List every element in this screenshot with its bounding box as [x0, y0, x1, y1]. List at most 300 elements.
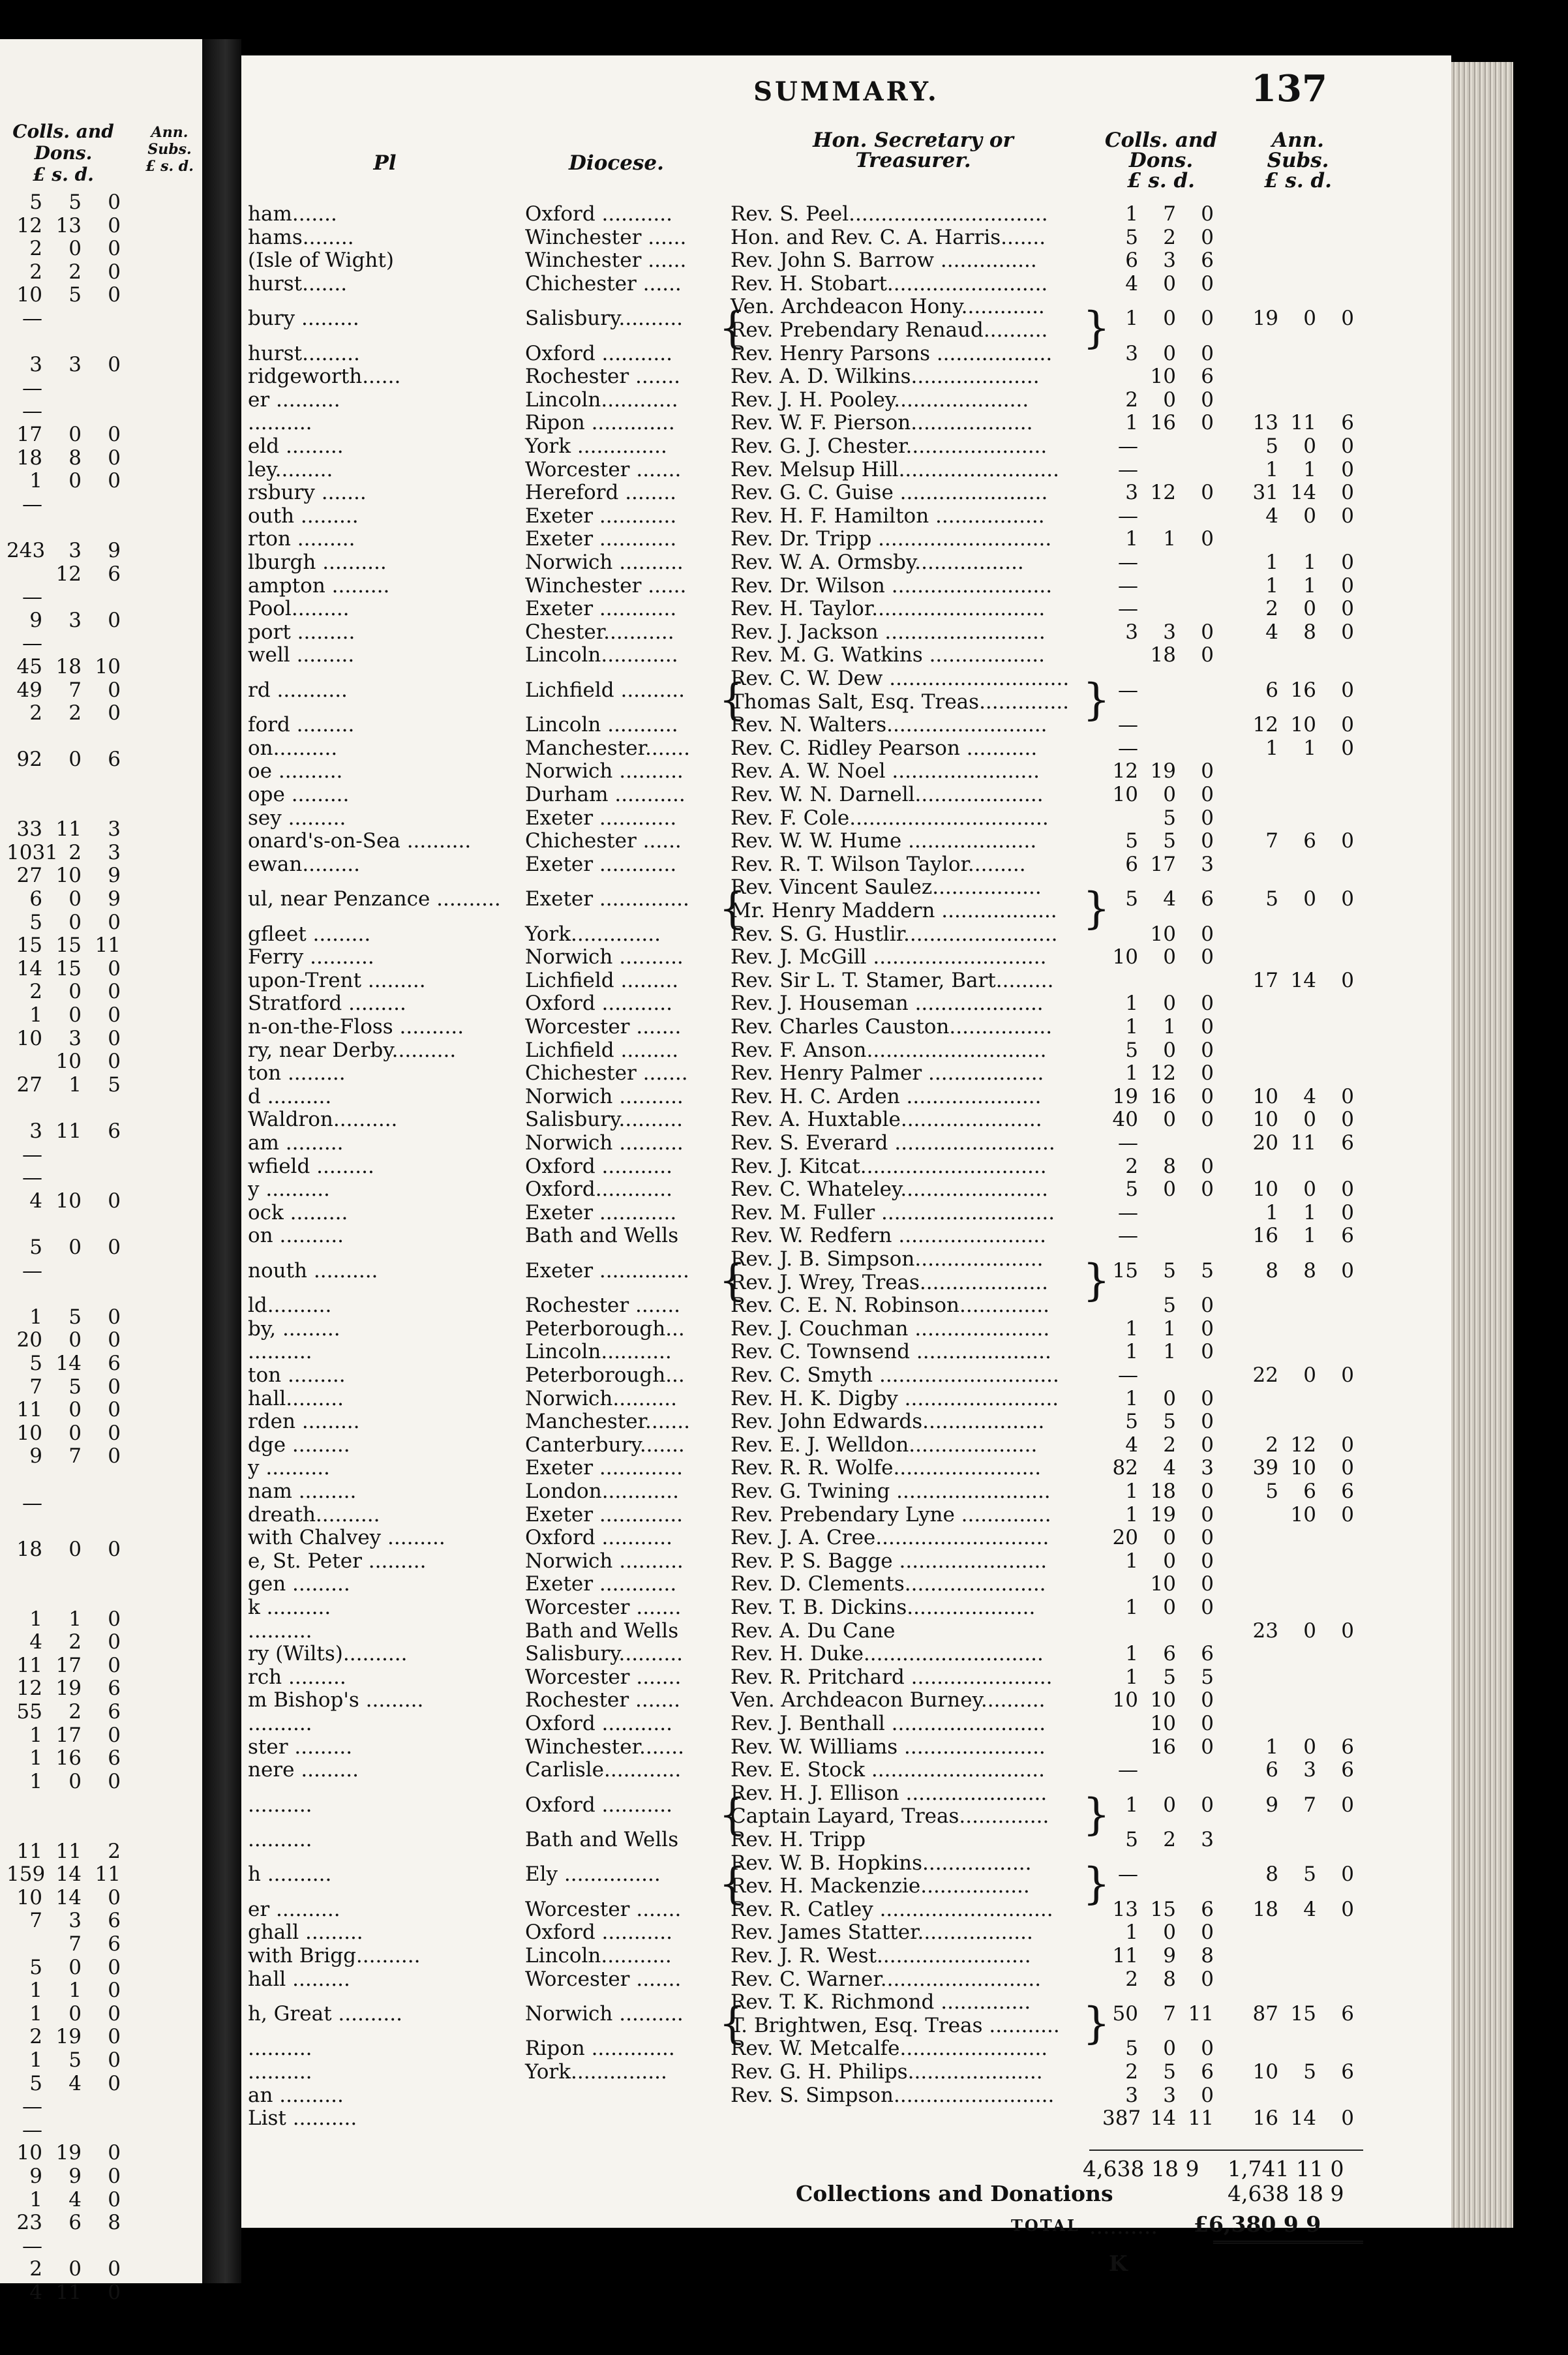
- secretary-cell: Rev. S. G. Hustlir........................: [731, 922, 1058, 946]
- ann-shillings: 0: [1303, 1618, 1316, 1643]
- colls-shillings: 3: [1163, 620, 1176, 644]
- table-row: [241, 713, 1451, 736]
- place-cell: ewan.........: [248, 852, 361, 876]
- left-page-row: [0, 701, 202, 724]
- colls-shillings: 12: [1150, 1061, 1176, 1086]
- colls-pounds: 5: [1125, 1178, 1138, 1202]
- colls-pence: 6: [1201, 365, 1214, 389]
- colls-pence: 0: [1201, 1316, 1214, 1341]
- left-pence: 8: [108, 2211, 121, 2235]
- secretary-cell: Rev. J. Houseman ....................: [731, 992, 1044, 1016]
- left-page-row: [0, 1375, 202, 1398]
- left-pounds: 1: [29, 1305, 42, 1329]
- col-head-ann: Ann. Subs. £ s. d.: [1264, 129, 1332, 192]
- secretary-cell: Rev. T. B. Dickins....................: [731, 1596, 1036, 1619]
- left-page-row: [0, 1468, 202, 1491]
- ann-shillings: 10: [1290, 1502, 1316, 1527]
- brace-close: }: [1083, 1859, 1110, 1909]
- table-row: [241, 2084, 1451, 2106]
- page-title: SUMMARY.: [753, 76, 939, 107]
- place-cell: port .........: [248, 620, 355, 644]
- diocese-cell: Norwich ..........: [525, 551, 684, 574]
- colls-pounds: —: [1118, 1862, 1138, 1887]
- colls-shillings: 12: [1150, 481, 1176, 505]
- colls-shillings: 10: [1150, 1712, 1176, 1735]
- treasurer-cell: Rev. Prebendary Renaud..........: [731, 318, 1048, 342]
- left-shillings: 3: [68, 539, 82, 562]
- diocese-cell: Exeter ............: [525, 504, 677, 528]
- left-shillings: 2: [68, 1700, 82, 1724]
- place-cell: ld..........: [248, 1294, 332, 1318]
- ann-pence: 0: [1341, 551, 1354, 574]
- secretary-cell: Rev. Vincent Saulez.................: [731, 875, 1042, 900]
- colls-pence: 0: [1201, 341, 1214, 365]
- table-row: [241, 1155, 1451, 1178]
- brace-close: }: [1083, 1789, 1110, 1840]
- ann-shillings: 3: [1303, 1758, 1316, 1782]
- ann-pence: 0: [1341, 457, 1354, 481]
- colls-shillings: 0: [1163, 783, 1176, 806]
- left-page-row: [0, 1654, 202, 1677]
- ann-pounds: 10: [1252, 1084, 1278, 1108]
- colls-pounds: —: [1118, 1758, 1138, 1782]
- colls-shillings: 7: [1163, 2002, 1176, 2026]
- colls-shillings: 19: [1150, 1502, 1176, 1527]
- secretary-cell: Rev. Dr. Tripp ...........................: [731, 527, 1052, 551]
- treasurer-cell: Mr. Henry Maddern ..................: [731, 898, 1057, 922]
- place-cell: y ..........: [248, 1178, 330, 1202]
- left-page-row: [0, 214, 202, 237]
- colls-pounds: —: [1118, 434, 1138, 458]
- place-cell: ..........: [248, 1793, 312, 1817]
- left-shillings: 2: [68, 840, 82, 864]
- treasurer-cell: T. Brightwen, Esq. Treas ...........: [731, 2013, 1060, 2037]
- table-row: [241, 1433, 1451, 1456]
- left-page-row: [0, 330, 202, 353]
- left-pence: 0: [108, 1769, 121, 1793]
- left-pounds: —: [22, 585, 42, 609]
- colls-pence: 0: [1201, 759, 1214, 783]
- left-page-row: [0, 399, 202, 422]
- secretary-cell: Rev. R. T. Wilson Taylor.........: [731, 852, 1026, 876]
- table-row: [241, 737, 1451, 759]
- colls-pounds: 1: [1125, 1502, 1138, 1527]
- left-shillings: 0: [68, 1003, 82, 1027]
- place-cell: on..........: [248, 736, 338, 760]
- ann-shillings: 4: [1303, 1084, 1316, 1108]
- treasurer-cell: Rev. J. Wrey, Treas....................: [731, 1270, 1049, 1294]
- left-pounds: 15: [16, 934, 42, 958]
- left-pounds: 33: [16, 817, 42, 842]
- left-pounds: 1: [29, 2001, 42, 2026]
- diocese-cell: Worcester .......: [525, 1967, 682, 1991]
- secretary-cell: Rev. N. Walters.........................: [731, 713, 1048, 737]
- place-cell: bury .........: [248, 307, 359, 331]
- diocese-cell: Worcester .......: [525, 1665, 682, 1689]
- diocese-cell: Exeter ............: [525, 1200, 677, 1224]
- ann-pounds: 13: [1252, 411, 1278, 435]
- colls-pence: 0: [1201, 1294, 1214, 1318]
- left-page-row: [0, 2188, 202, 2211]
- table-row: [241, 1828, 1451, 1851]
- colls-pence: 0: [1201, 1502, 1214, 1527]
- left-page-row: [0, 1630, 202, 1653]
- diocese-cell: Winchester ......: [525, 249, 687, 273]
- diocese-cell: Salisbury..........: [525, 1108, 684, 1132]
- left-shillings: 7: [68, 1444, 82, 1468]
- colls-shillings: 4: [1163, 1456, 1176, 1480]
- brace-open: {: [719, 303, 746, 354]
- left-shillings: 11: [55, 817, 82, 842]
- secretary-cell: Rev. G. C. Guise .......................: [731, 481, 1048, 505]
- page-number: 137: [1251, 67, 1327, 110]
- place-cell: er ..........: [248, 1897, 340, 1921]
- colls-pounds: 11: [1112, 1944, 1138, 1968]
- place-cell: sey .........: [248, 806, 346, 830]
- secretary-cell: Rev. A. D. Wilkins....................: [731, 365, 1040, 389]
- left-pounds: 2: [29, 2257, 42, 2281]
- colls-pence: 6: [1201, 249, 1214, 273]
- ann-pence: 0: [1341, 1897, 1354, 1921]
- left-shillings: 1: [68, 1979, 82, 2003]
- secretary-cell: Rev. M. G. Watkins ..................: [731, 643, 1045, 667]
- colls-shillings: 16: [1150, 1735, 1176, 1759]
- colls-shillings: 5: [1163, 1294, 1176, 1318]
- grand-total-dots: ..........: [1089, 2213, 1158, 2239]
- left-page-row: [0, 1724, 202, 1746]
- colls-pounds: 12: [1112, 759, 1138, 783]
- colls-shillings: 1: [1163, 527, 1176, 551]
- left-page-row: [0, 1096, 202, 1119]
- diocese-cell: York..............: [525, 922, 661, 946]
- secretary-cell: Rev. J. R. West........................: [731, 1944, 1031, 1968]
- ann-pounds: 7: [1265, 829, 1278, 853]
- left-pounds: 2: [29, 2025, 42, 2049]
- colls-pounds: 5: [1125, 225, 1138, 249]
- table-row: [241, 1387, 1451, 1410]
- colls-total: 4,638 18 9: [1083, 2156, 1199, 2181]
- table-row: [241, 1131, 1451, 1154]
- colls-pounds: 15: [1112, 1258, 1138, 1283]
- place-cell: dreath..........: [248, 1502, 380, 1527]
- place-cell: dge .........: [248, 1433, 350, 1457]
- colls-pounds: 5: [1125, 1410, 1138, 1434]
- secretary-cell: Rev. J. A. Cree...........................: [731, 1526, 1049, 1550]
- colls-shillings: 0: [1163, 1526, 1176, 1550]
- left-page-row: [0, 283, 202, 306]
- colls-pence: 0: [1201, 2083, 1214, 2107]
- left-pounds: 10: [16, 1026, 42, 1050]
- secretary-cell: Rev. D. Clements......................: [731, 1572, 1046, 1596]
- left-col1-head: Colls. and Dons. £ s. d.: [12, 121, 114, 185]
- brace-open: {: [719, 1859, 746, 1909]
- ann-pounds: 17: [1252, 968, 1278, 992]
- left-pounds: 2: [29, 237, 42, 261]
- ann-shillings: 16: [1290, 678, 1316, 702]
- ann-pounds: 1: [1265, 457, 1278, 481]
- table-row: [241, 1526, 1451, 1549]
- left-pounds: 3: [29, 1119, 42, 1143]
- colls-shillings: 3: [1163, 2083, 1176, 2107]
- left-pounds: 10: [16, 1885, 42, 1909]
- place-cell: gfleet .........: [248, 922, 371, 946]
- left-page-row: [0, 1886, 202, 1909]
- left-page-row: [0, 446, 202, 469]
- ann-shillings: 15: [1290, 2002, 1316, 2026]
- left-page-row: [0, 2095, 202, 2118]
- place-cell: ..........: [248, 1340, 312, 1364]
- colls-pence: 0: [1201, 1688, 1214, 1712]
- left-pounds: 5: [29, 1236, 42, 1259]
- left-page-row: [0, 1328, 202, 1351]
- left-pounds: 11: [16, 1398, 42, 1422]
- colls-pounds: 3: [1125, 2083, 1138, 2107]
- left-page-row: [0, 841, 202, 864]
- left-pounds: —: [22, 376, 42, 400]
- left-pence: 0: [108, 283, 121, 307]
- left-page-row: [0, 1584, 202, 1607]
- secretary-cell: Rev. J. McGill ...........................: [731, 945, 1047, 969]
- place-cell: Waldron..........: [248, 1108, 398, 1132]
- ann-pounds: 9: [1265, 1793, 1278, 1817]
- colls-pounds: —: [1118, 551, 1138, 574]
- ann-pence: 6: [1341, 2060, 1354, 2084]
- colls-pounds: —: [1118, 713, 1138, 737]
- place-cell: lburgh ..........: [248, 551, 387, 574]
- left-pence: 0: [108, 1026, 121, 1050]
- table-row: [241, 2037, 1451, 2059]
- ann-pence: 6: [1341, 411, 1354, 435]
- ann-pounds: 5: [1265, 887, 1278, 911]
- left-pounds: 23: [16, 2211, 42, 2235]
- ann-shillings: 0: [1303, 434, 1316, 458]
- diocese-cell: Bath and Wells: [525, 1828, 679, 1851]
- ann-pence: 6: [1341, 2002, 1354, 2026]
- table-row: [241, 434, 1451, 457]
- left-pounds: 6: [29, 887, 42, 911]
- colls-shillings: 9: [1163, 1944, 1176, 1968]
- place-cell: ..........: [248, 1712, 312, 1735]
- ann-pounds: 20: [1252, 1131, 1278, 1155]
- diocese-cell: Lichfield ..........: [525, 678, 686, 702]
- secretary-cell: Rev. J. Jackson .........................: [731, 620, 1046, 644]
- left-page-row: [0, 469, 202, 492]
- totals-rule: [1089, 2150, 1363, 2151]
- left-pence: 0: [108, 446, 121, 470]
- place-cell: nouth ..........: [248, 1258, 378, 1283]
- colls-shillings: 7: [1163, 202, 1176, 226]
- secretary-cell: Rev. G. J. Chester......................: [731, 434, 1048, 458]
- place-cell: rsbury .......: [248, 481, 367, 505]
- left-shillings: 11: [55, 1839, 82, 1863]
- left-page-row: [0, 2281, 202, 2303]
- ann-pounds: 2: [1265, 1433, 1278, 1457]
- place-cell: ..........: [248, 2060, 312, 2084]
- place-cell: ock .........: [248, 1200, 348, 1224]
- colls-pence: 0: [1201, 481, 1214, 505]
- place-cell: d ..........: [248, 1084, 332, 1108]
- left-pence: 0: [108, 678, 121, 702]
- left-shillings: 7: [68, 678, 82, 702]
- page-edges: [1451, 62, 1513, 2228]
- book-gutter: [202, 39, 241, 2283]
- colls-pounds: 1: [1125, 1549, 1138, 1573]
- diocese-cell: Oxford ...........: [525, 1921, 672, 1945]
- place-cell: er ..........: [248, 387, 340, 412]
- colls-pounds: 4: [1125, 1433, 1138, 1457]
- ann-shillings: 1: [1303, 1224, 1316, 1248]
- colls-shillings: 5: [1163, 1665, 1176, 1689]
- secretary-cell: Rev. A. Du Cane: [731, 1618, 896, 1643]
- ann-shillings: 7: [1303, 1793, 1316, 1817]
- secretary-cell: Rev. J. H. Pooley.....................: [731, 387, 1029, 412]
- diocese-cell: Chester...........: [525, 620, 674, 644]
- place-cell: ton .........: [248, 1363, 346, 1387]
- left-pence: 0: [108, 2001, 121, 2026]
- secretary-cell: Rev. J. B. Simpson....................: [731, 1247, 1044, 1271]
- place-cell: by, .........: [248, 1316, 340, 1341]
- left-shillings: 5: [68, 1305, 82, 1329]
- colls-pounds: 5: [1125, 2037, 1138, 2061]
- left-page-row: [0, 911, 202, 934]
- ann-pounds: 16: [1252, 2106, 1278, 2131]
- colls-pence: 0: [1201, 945, 1214, 969]
- table-row: [241, 1549, 1451, 1572]
- left-shillings: 0: [68, 2001, 82, 2026]
- table-row: [241, 1015, 1451, 1038]
- colls-shillings: 5: [1163, 1258, 1176, 1283]
- ann-shillings: 11: [1290, 411, 1316, 435]
- ann-pence: 6: [1341, 1758, 1354, 1782]
- secretary-cell: Rev. H. J. Ellison ......................: [731, 1781, 1048, 1805]
- left-page-row: [0, 1236, 202, 1258]
- left-pounds: 4: [29, 2281, 42, 2304]
- table-row: [241, 1224, 1451, 1247]
- left-shillings: 9: [68, 2165, 82, 2188]
- ann-pounds: 10: [1252, 1178, 1278, 1202]
- diocese-cell: Lincoln ...........: [525, 713, 678, 737]
- table-row: [241, 1712, 1451, 1735]
- ann-shillings: 0: [1303, 1178, 1316, 1202]
- ann-shillings: 1: [1303, 551, 1316, 574]
- colls-pence: 0: [1201, 1549, 1214, 1573]
- table-row: [241, 226, 1451, 249]
- left-pounds: 1: [29, 2048, 42, 2072]
- place-cell: h ..........: [248, 1862, 332, 1887]
- place-cell: ley.........: [248, 457, 333, 481]
- left-page-row: [0, 771, 202, 794]
- colls-pence: 0: [1201, 1038, 1214, 1062]
- place-cell: hurst.......: [248, 271, 348, 296]
- diocese-cell: Oxford............: [525, 1178, 672, 1202]
- ann-shillings: 5: [1303, 2060, 1316, 2084]
- left-pounds: 243: [7, 539, 46, 562]
- left-pounds: 4: [29, 1189, 42, 1213]
- left-pence: 6: [108, 562, 121, 586]
- left-page-row: [0, 1073, 202, 1096]
- left-page-row: [0, 1514, 202, 1537]
- ann-shillings: 8: [1303, 620, 1316, 644]
- treasurer-cell: Rev. H. Mackenzie.................: [731, 1874, 1030, 1898]
- colls-pence: 6: [1201, 2060, 1214, 2084]
- ann-pounds: 31: [1252, 481, 1278, 505]
- place-cell: with Chalvey .........: [248, 1526, 445, 1550]
- colls-shillings: 1: [1163, 1316, 1176, 1341]
- left-page-row: [0, 655, 202, 678]
- place-cell: gen .........: [248, 1572, 350, 1596]
- left-pence: 0: [108, 213, 121, 237]
- ann-pounds: 2: [1265, 597, 1278, 621]
- left-pounds: 1: [29, 469, 42, 493]
- secretary-cell: Rev. S. Simpson.........................: [731, 2083, 1055, 2107]
- left-shillings: 17: [55, 1653, 82, 1677]
- colls-shillings: 0: [1163, 271, 1176, 296]
- left-shillings: 19: [55, 2025, 82, 2049]
- ann-pounds: 10: [1252, 1108, 1278, 1132]
- brace-close: }: [1083, 883, 1110, 934]
- treasurer-cell: Thomas Salt, Esq. Treas..............: [731, 690, 1070, 714]
- left-pounds: 9: [29, 608, 42, 632]
- ann-pounds: 12: [1252, 713, 1278, 737]
- place-cell: outh .........: [248, 504, 359, 528]
- colls-shillings: 0: [1163, 992, 1176, 1016]
- colls-pence: 3: [1201, 1828, 1214, 1851]
- brace-close: }: [1083, 674, 1110, 725]
- left-shillings: 2: [68, 260, 82, 284]
- ann-total: 1,741 11 0: [1228, 2156, 1344, 2181]
- ann-pence: 0: [1341, 1862, 1354, 1887]
- diocese-cell: Norwich ..........: [525, 2002, 684, 2026]
- left-pence: 3: [108, 817, 121, 842]
- place-cell: ..........: [248, 1828, 312, 1851]
- place-cell: (Isle of Wight): [248, 249, 394, 273]
- ann-shillings: 0: [1303, 307, 1316, 331]
- left-pence: 0: [108, 956, 121, 980]
- left-page-row: [0, 748, 202, 770]
- left-page-row: [0, 1979, 202, 2001]
- left-shillings: 17: [55, 1723, 82, 1747]
- secretary-cell: Rev. E. J. Welldon....................: [731, 1433, 1038, 1457]
- colls-pounds: —: [1118, 678, 1138, 702]
- colls-pounds: 10: [1112, 1688, 1138, 1712]
- ann-pence: 0: [1341, 887, 1354, 911]
- colls-pence: 0: [1201, 1596, 1214, 1619]
- colls-pounds: —: [1118, 1363, 1138, 1387]
- place-cell: y ..........: [248, 1456, 330, 1480]
- diocese-cell: Carlisle............: [525, 1758, 682, 1782]
- brace-open: {: [719, 1789, 746, 1840]
- ann-pounds: 1: [1265, 551, 1278, 574]
- colls-pounds: —: [1118, 1200, 1138, 1224]
- left-pounds: 1: [29, 1979, 42, 2003]
- secretary-cell: Ven. Archdeacon Hony.............: [731, 295, 1045, 319]
- table-row: [241, 1688, 1451, 1711]
- left-page-row: [0, 1793, 202, 1816]
- place-cell: eld .........: [248, 434, 344, 458]
- secretary-cell: Rev. W. Williams ......................: [731, 1735, 1046, 1759]
- left-pence: 11: [95, 934, 121, 958]
- ann-pounds: 22: [1252, 1363, 1278, 1387]
- left-page-row: [0, 609, 202, 631]
- secretary-cell: Rev. C. Townsend .....................: [731, 1340, 1051, 1364]
- place-cell: nam .........: [248, 1480, 357, 1503]
- diocese-cell: London............: [525, 1480, 679, 1503]
- colls-shillings: 10: [1150, 365, 1176, 389]
- diocese-cell: Rochester .......: [525, 1294, 681, 1318]
- left-page-row: [0, 2141, 202, 2164]
- left-page-row: [0, 562, 202, 585]
- colls-pence: 5: [1201, 1258, 1214, 1283]
